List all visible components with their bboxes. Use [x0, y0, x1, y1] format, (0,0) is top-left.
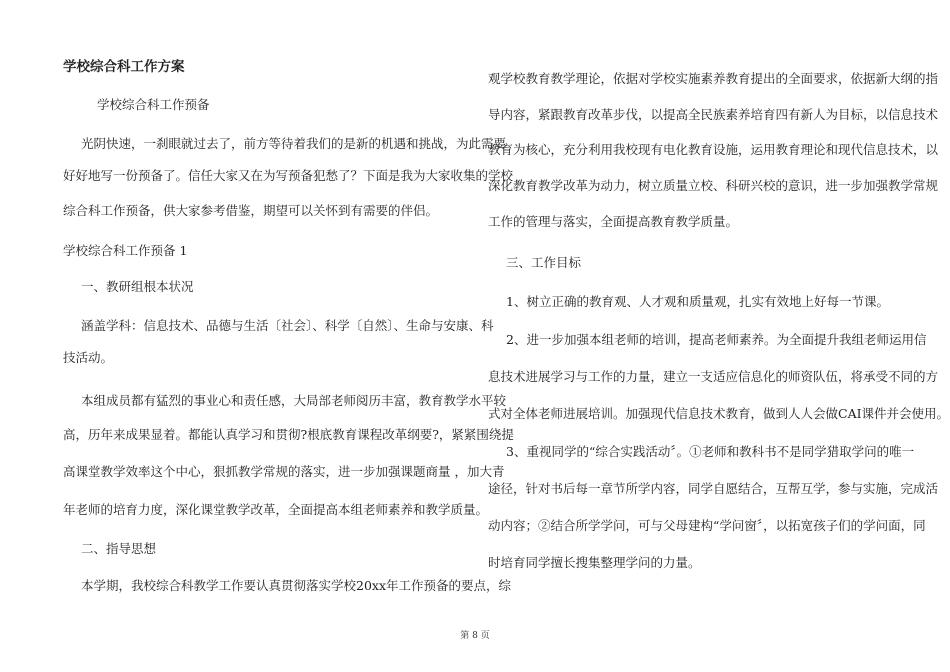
text-line: 途径，针对书后每一章节所学内容，同学自愿结合，互帮互学，参与实施，完成活 — [488, 481, 939, 496]
text-line: 高，历年来成果显着。都能认真学习和贯彻?根底教育课程改革纲要?，紧紧围绕提 — [63, 427, 514, 442]
text-line: 息技术进展学习与工作的力量，建立一支适应信息化的师资队伍，将承受不同的方 — [488, 369, 939, 384]
text-line: 年老师的培育力度，深化课堂教学改革，全面提高本组老师素养和教学质量。 — [63, 502, 489, 517]
text-line: 涵盖学科：信息技术、品德与生活〔社会〕、科学〔自然〕、生命与安康、科 — [81, 318, 494, 333]
text-line: 本组成员都有猛烈的事业心和责任感，大局部老师阅历丰富，教育教学水平较 — [81, 393, 507, 408]
text-line: 3、重视同学的“综合实践活动〞。①老师和教科书不是同学猎取学问的唯一 — [506, 444, 915, 459]
text-line: 教育为核心，充分利用我校现有电化教育设施，运用教育理论和现代信息技术，以 — [488, 142, 939, 157]
text-line: 2、进一步加强本组老师的培训，提高老师素养。为全面提升我组老师运用信 — [506, 332, 927, 347]
text-line: 式对全体老师进展培训。加强现代信息技术教育，做到人人会做CAI课件并会使用。 — [488, 406, 950, 421]
text-line: 学校综合科工作预备 — [97, 97, 210, 112]
text-line: 工作的管理与落实，全面提高教育教学质量。 — [488, 214, 739, 229]
text-line: 深化教育教学改革为动力，树立质量立校、科研兴校的意识，进一步加强教学常规 — [488, 178, 939, 193]
text-line: 技活动。 — [63, 350, 114, 365]
text-line: 光阴快速，一刹眼就过去了，前方等待着我们的是新的机遇和挑战，为此需要 — [81, 136, 507, 151]
text-line: 导内容，紧跟教育改革步伐，以提高全民族素养培育四有新人为目标，以信息技术 — [488, 107, 939, 122]
text-line: 动内容；②结合所学学问，可与父母建构“学问窗〞，以拓宽孩子们的学问面，同 — [488, 518, 926, 533]
text-line: 综合科工作预备，供大家参考借鉴，期望可以关怀到有需要的伴侣。 — [63, 203, 439, 218]
page-number: 第 8 页 — [460, 631, 490, 641]
text-line: 观学校教育教学理论，依据对学校实施素养教育提出的全面要求，依据新大纲的指 — [488, 71, 939, 86]
text-line: 好好地写一份预备了。信任大家又在为写预备犯愁了？下面是我为大家收集的学校 — [63, 168, 514, 183]
document-title: 学校综合科工作方案 — [63, 59, 185, 75]
text-line: 高课堂教学效率这个中心，狠抓教学常规的落实，进一步加强课题商量 ，加大青 — [63, 464, 505, 479]
text-line: 时培育同学擅长搜集整理学问的力量。 — [488, 555, 701, 570]
section-heading: 三、工作目标 — [506, 255, 582, 270]
text-line: 本学期，我校综合科教学工作要认真贯彻落实学校20xx年工作预备的要点，综 — [81, 578, 512, 593]
text-line: 1、树立正确的教育观、人才观和质量观，扎实有效地上好每一节课。 — [506, 294, 889, 309]
section-heading: 二、指导思想 — [81, 541, 157, 556]
section-heading: 一、教研组根本状况 — [81, 279, 194, 294]
section-heading: 学校综合科工作预备 1 — [63, 243, 188, 258]
